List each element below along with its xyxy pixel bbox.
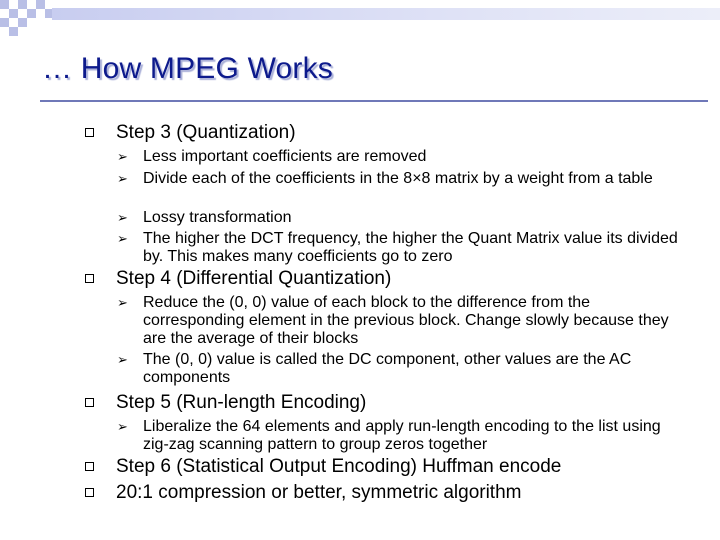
sub-bullet [117,230,683,266]
bullet-text: Step 3 (Quantization) [116,122,296,143]
sub-bullet [117,148,683,166]
arrow-bullet-icon: ➢ [117,419,128,434]
sub-bullet [117,294,683,348]
sub-bullet-text: The higher the DCT frequency, the higher the Quant Matrix value its divided by. This makes many coefficients go to zero [143,230,678,265]
bullet-text: Step 4 (Differential Quantization) [116,268,392,289]
bullet-text: Step 6 (Statistical Output Encoding) Huffman encode [116,456,562,477]
square-bullet-icon [85,488,94,497]
title-divider [40,100,708,102]
sub-bullet [117,351,683,387]
square-bullet-icon [85,128,94,137]
sub-bullet [117,170,683,188]
square-bullet-icon [85,274,94,283]
sub-bullet [117,209,683,227]
arrow-bullet-icon: ➢ [117,171,128,186]
bullet-text: Step 5 (Run-length Encoding) [116,392,367,413]
arrow-bullet-icon: ➢ [117,352,128,367]
square-bullet-icon [85,398,94,407]
sub-bullet-text: Reduce the (0, 0) value of each block to the difference from the corresponding element in the previous block. Change slowly because they are the average of their blocks [143,294,669,347]
square-bullet-icon [85,462,94,471]
bullet-text: 20:1 compression or better, symmetric algorithm [116,482,522,503]
sub-bullet-text: The (0, 0) value is called the DC component, other values are the AC components [143,351,632,386]
sub-bullet-text: Divide each of the coefficients in the 8×8 matrix by a weight from a table [143,170,653,187]
sub-bullet [117,418,683,454]
arrow-bullet-icon: ➢ [117,295,128,310]
sub-bullet-text: Lossy transformation [143,209,292,226]
sub-bullet-text: Less important coefficients are removed [143,148,427,165]
arrow-bullet-icon: ➢ [117,231,128,246]
decorative-top-bar [52,8,720,20]
sub-bullet-text: Liberalize the 64 elements and apply run-length encoding to the list using zig-zag scanning pattern to group zeros together [143,418,661,453]
arrow-bullet-icon: ➢ [117,210,128,225]
arrow-bullet-icon: ➢ [117,149,128,164]
slide-title: … How MPEG Works [42,52,334,85]
